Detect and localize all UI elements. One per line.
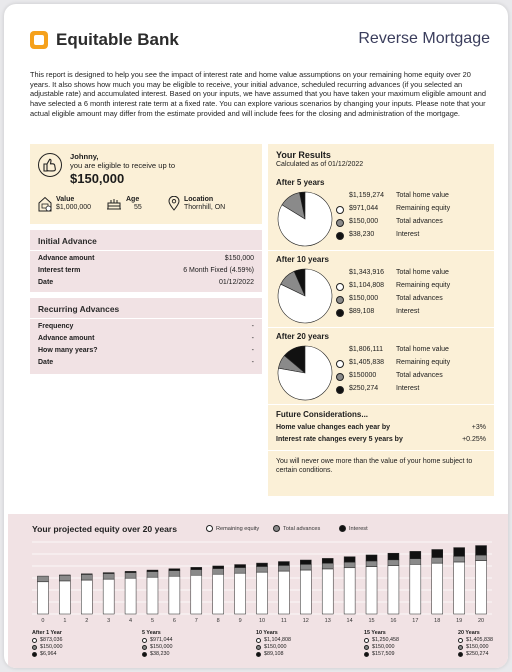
interest-dot-icon — [336, 309, 344, 317]
x-tick-label: 17 — [412, 618, 419, 624]
kv-row: Date 01/12/2022 — [38, 279, 254, 286]
user-name: Johnny, — [70, 152, 99, 161]
future-row: Interest rate changes every 5 years by +0.25% — [276, 436, 486, 443]
projected-equity-panel — [8, 514, 508, 668]
x-tick-label: 11 — [281, 618, 287, 624]
bar-total-advances-3 — [103, 573, 114, 579]
bar-interest-13 — [322, 558, 333, 563]
bar-interest-12 — [300, 560, 311, 564]
bar-total-advances-8 — [213, 569, 224, 575]
calculated-date: Calculated as of 01/12/2022 — [276, 161, 364, 168]
bar-total-advances-12 — [300, 564, 311, 570]
kv-row: Frequency - — [38, 323, 254, 330]
bar-remaining-equity-19 — [454, 562, 465, 614]
equity-dot-icon — [336, 283, 344, 291]
kv-row: How many years? - — [38, 347, 254, 354]
summary-15-years: 15 Years $1,250,458 $150,000 $157,509 — [364, 630, 399, 657]
bar-remaining-equity-2 — [81, 580, 92, 614]
document-title: Reverse Mortgage — [358, 30, 490, 47]
x-tick-label: 6 — [172, 618, 176, 624]
legend-total-advances: Total advances — [273, 525, 320, 532]
x-tick-label: 2 — [85, 618, 89, 624]
advances-dot-icon — [336, 219, 344, 227]
bar-remaining-equity-0 — [37, 582, 48, 614]
pie-chart-5-years — [276, 190, 334, 248]
initial-advance-title: Initial Advance — [38, 236, 97, 246]
property-facts — [38, 196, 258, 216]
bar-total-advances-5 — [147, 572, 158, 578]
x-tick-label: 5 — [150, 618, 155, 624]
x-tick-label: 19 — [456, 618, 463, 624]
recurring-advances-title: Recurring Advances — [38, 304, 120, 314]
bar-total-advances-1 — [59, 575, 70, 581]
bar-total-advances-10 — [257, 566, 268, 572]
bar-remaining-equity-15 — [366, 567, 377, 614]
period-20-years: After 20 years $1,806,111 Total home value $1,405,838 Remaining equity $150000 Total advances $250,274 Interest — [268, 332, 494, 404]
bar-remaining-equity-18 — [432, 563, 443, 614]
x-tick-label: 14 — [346, 618, 353, 624]
user-age: 55 — [134, 204, 142, 211]
initial-advance-panel — [30, 230, 262, 292]
recurring-advances-panel — [30, 298, 262, 374]
house-value-icon — [38, 196, 52, 212]
user-location: Thornhill, ON — [184, 204, 226, 211]
bar-remaining-equity-7 — [191, 575, 202, 614]
period-10-years: After 10 years $1,343,916 Total home value $1,104,808 Remaining equity $150,000 Total advances $89,108 Interest — [268, 255, 494, 327]
bar-interest-7 — [191, 567, 202, 569]
bar-interest-19 — [454, 548, 465, 557]
logo-mark-icon — [30, 31, 48, 49]
fact-location: Location Thornhill, ON — [168, 196, 225, 212]
future-row: Home value changes each year by +3% — [276, 424, 486, 431]
x-tick-label: 3 — [107, 618, 111, 624]
bar-remaining-equity-10 — [257, 572, 268, 614]
bar-remaining-equity-12 — [300, 570, 311, 614]
bar-interest-18 — [432, 550, 443, 558]
brand-name: Equitable Bank — [56, 30, 179, 49]
bar-total-advances-11 — [278, 565, 289, 571]
pie-chart-10-years — [276, 267, 334, 325]
bar-total-advances-14 — [344, 562, 355, 568]
x-tick-label: 0 — [41, 618, 45, 624]
x-tick-label: 7 — [194, 618, 198, 624]
advances-dot-icon — [336, 373, 344, 381]
bar-remaining-equity-4 — [125, 578, 136, 614]
x-tick-label: 1 — [63, 618, 67, 624]
summary-5-years: 5 Years $971,044 $150,000 $38,230 — [142, 630, 173, 657]
summary-1-year: After 1 Year $873,036 $150,000 $6,964 — [32, 630, 63, 657]
bar-interest-2 — [81, 574, 92, 575]
bar-interest-6 — [169, 569, 180, 571]
bar-total-advances-7 — [191, 570, 202, 576]
pie-chart-20-years — [276, 344, 334, 402]
equity-dot-icon — [336, 360, 344, 368]
bar-remaining-equity-20 — [476, 561, 487, 614]
bar-total-advances-20 — [476, 555, 487, 561]
intro-paragraph: This report is designed to help you see the impact of interest rate and home value assumptions on your remaining home equity over 20 years. It also shows how much you may be eligible to receive, your initial advance, scheduled recurring advances (if you selected an adjustable rate) and accumulated interest. Based on your inputs, we have assumed that you have taken your maximum eligible amount and have selected a 6 month interest rate term at a fixed rate. You can explore various scenarios by changing your inputs. Please note that your actual eligible amount may differ from the estimate provided and will include fees for the closing and administration of the mortgage. — [30, 70, 487, 118]
bar-total-advances-16 — [388, 560, 399, 566]
property-value: $1,000,000 — [56, 204, 92, 211]
bar-remaining-equity-5 — [147, 577, 158, 614]
bar-total-advances-9 — [235, 568, 246, 574]
bar-total-advances-19 — [454, 556, 465, 562]
bar-remaining-equity-9 — [235, 573, 246, 614]
bar-remaining-equity-13 — [322, 569, 333, 614]
bar-remaining-equity-17 — [410, 564, 421, 614]
x-tick-label: 12 — [302, 618, 309, 624]
owe-note: You will never owe more than the value of your home subject to certain conditions. — [276, 458, 473, 474]
kv-row: Advance amount $150,000 — [38, 255, 254, 262]
equity-dot-icon — [336, 206, 344, 214]
bar-total-advances-6 — [169, 571, 180, 577]
fact-age: Age 55 — [106, 196, 142, 212]
bar-total-advances-18 — [432, 557, 443, 563]
bar-interest-5 — [147, 570, 158, 571]
fact-value: Value $1,000,000 — [38, 196, 91, 212]
bar-interest-15 — [366, 555, 377, 561]
bar-remaining-equity-8 — [213, 574, 224, 614]
results-panel — [268, 144, 494, 496]
bar-interest-4 — [125, 571, 136, 572]
x-tick-label: 9 — [238, 618, 242, 624]
bar-interest-3 — [103, 573, 114, 574]
brand-logo — [30, 30, 179, 50]
interest-dot-icon — [336, 386, 344, 394]
x-tick-label: 13 — [324, 618, 331, 624]
interest-dot-icon — [336, 232, 344, 240]
bar-interest-8 — [213, 566, 224, 569]
bar-remaining-equity-11 — [278, 571, 289, 614]
location-pin-icon — [168, 196, 180, 211]
x-tick-label: 10 — [258, 618, 266, 624]
bar-interest-17 — [410, 551, 421, 558]
period-5-years: After 5 years $1,159,274 Total home value $971,044 Remaining equity $150,000 Total advances $38,230 Interest — [268, 178, 494, 250]
chart-title: Your projected equity over 20 years — [32, 524, 178, 534]
bar-total-advances-0 — [37, 576, 48, 582]
summary-20-years: 20 Years $1,405,838 $150,000 $250,274 — [458, 630, 493, 657]
eligible-amount: $150,000 — [70, 171, 125, 186]
bar-total-advances-2 — [81, 574, 92, 580]
bar-interest-16 — [388, 553, 399, 560]
legend-interest: Interest — [339, 525, 368, 532]
eligible-text: you are eligible to receive up to — [70, 161, 176, 170]
bar-remaining-equity-1 — [59, 581, 70, 614]
bar-remaining-equity-14 — [344, 568, 355, 614]
bar-interest-20 — [476, 546, 487, 555]
bar-remaining-equity-3 — [103, 579, 114, 614]
summary-10-years: 10 Years $1,104,808 $150,000 $89,108 — [256, 630, 291, 657]
bar-total-advances-13 — [322, 563, 333, 569]
x-tick-label: 20 — [477, 618, 485, 624]
eligibility-panel — [30, 144, 262, 224]
x-tick-label: 8 — [216, 618, 220, 624]
report-header — [24, 28, 490, 56]
bar-interest-14 — [344, 557, 355, 562]
x-tick-label: 18 — [434, 618, 441, 624]
bar-total-advances-17 — [410, 559, 421, 565]
kv-row: Advance amount - — [38, 335, 254, 342]
thumbs-up-icon — [38, 153, 62, 177]
bar-remaining-equity-6 — [169, 576, 180, 614]
x-tick-label: 4 — [129, 618, 133, 624]
report-page — [4, 4, 508, 668]
bar-interest-11 — [278, 562, 289, 566]
x-tick-label: 16 — [390, 618, 397, 624]
kv-row: Interest term 6 Month Fixed (4.59%) — [38, 267, 254, 274]
future-considerations-title: Future Considerations... — [276, 410, 369, 419]
bar-total-advances-4 — [125, 573, 136, 579]
cake-icon — [106, 196, 122, 210]
bar-total-advances-15 — [366, 561, 377, 567]
legend-remaining-equity: Remaining equity — [206, 525, 259, 532]
bar-interest-9 — [235, 565, 246, 568]
results-title: Your Results — [276, 150, 331, 160]
kv-row: Date - — [38, 359, 254, 366]
bar-interest-10 — [257, 563, 268, 566]
x-tick-label: 15 — [368, 618, 375, 624]
bar-remaining-equity-16 — [388, 565, 399, 614]
advances-dot-icon — [336, 296, 344, 304]
